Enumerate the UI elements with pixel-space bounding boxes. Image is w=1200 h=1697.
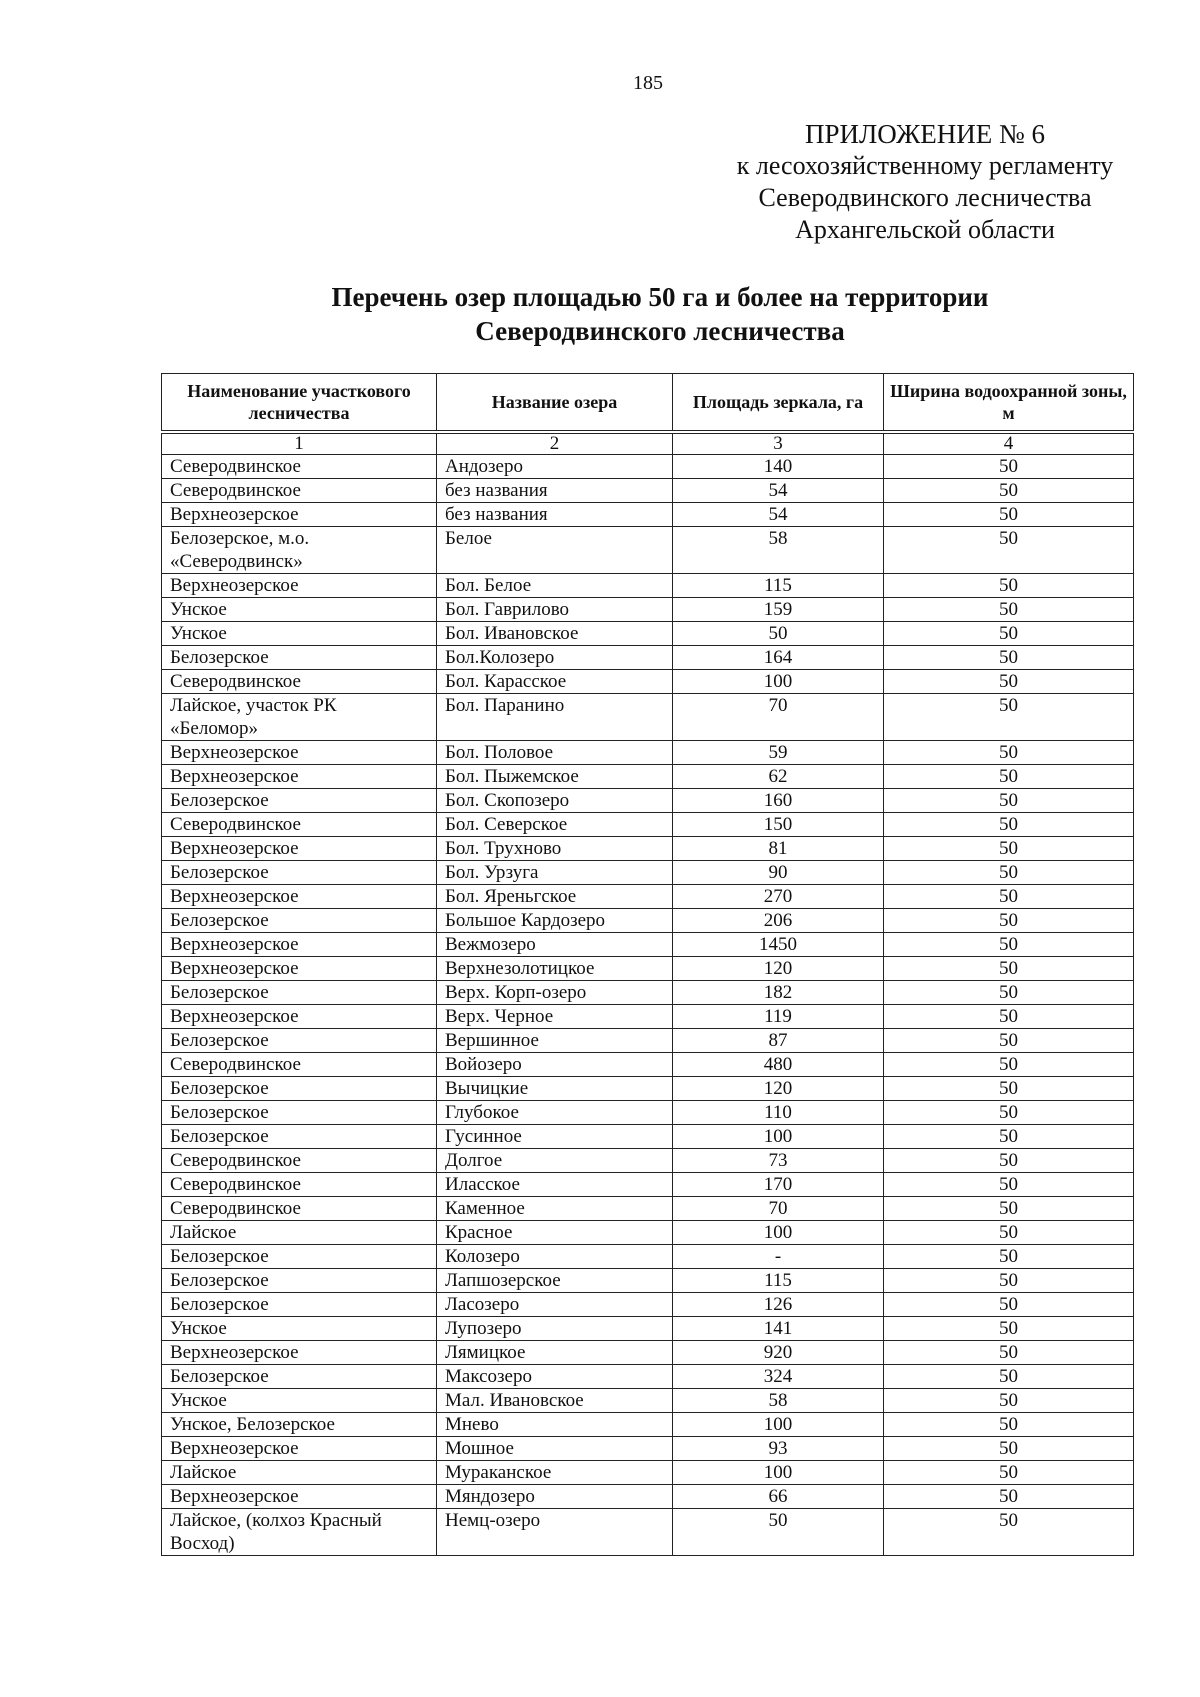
cell-forestry: Верхнеозерское	[162, 885, 437, 909]
appendix-block	[690, 118, 1160, 246]
table-row	[162, 933, 1134, 957]
cell-area: 70	[673, 694, 884, 741]
table-row	[162, 765, 1134, 789]
cell-forestry: Белозерское	[162, 789, 437, 813]
cell-lake-name: Красное	[437, 1221, 673, 1245]
cell-zone-width: 50	[884, 1413, 1134, 1437]
cell-area: 126	[673, 1293, 884, 1317]
cell-area: 120	[673, 1077, 884, 1101]
cell-lake-name: Гусинное	[437, 1125, 673, 1149]
cell-lake-name: без названия	[437, 503, 673, 527]
cell-zone-width: 50	[884, 1125, 1134, 1149]
cell-zone-width: 50	[884, 622, 1134, 646]
cell-zone-width: 50	[884, 933, 1134, 957]
table-row	[162, 981, 1134, 1005]
cell-zone-width: 50	[884, 694, 1134, 741]
table-row	[162, 1245, 1134, 1269]
table-row	[162, 813, 1134, 837]
table-row	[162, 885, 1134, 909]
cell-forestry: Северодвинское	[162, 1173, 437, 1197]
appendix-line-4: Архангельской области	[795, 215, 1055, 244]
cell-area: 73	[673, 1149, 884, 1173]
cell-lake-name: Лапшозерское	[437, 1269, 673, 1293]
cell-lake-name: Бол. Гаврилово	[437, 598, 673, 622]
table-row	[162, 1437, 1134, 1461]
cell-zone-width: 50	[884, 765, 1134, 789]
table-row	[162, 789, 1134, 813]
cell-forestry: Унское	[162, 598, 437, 622]
column-number: 3	[673, 434, 884, 455]
cell-forestry: Верхнеозерское	[162, 933, 437, 957]
cell-lake-name: Бол. Урзуга	[437, 861, 673, 885]
cell-lake-name: Бол. Ивановское	[437, 622, 673, 646]
cell-zone-width: 50	[884, 455, 1134, 479]
table-row	[162, 1125, 1134, 1149]
cell-forestry: Унское, Белозерское	[162, 1413, 437, 1437]
cell-forestry: Северодвинское	[162, 1053, 437, 1077]
cell-lake-name: Бол. Яреньгское	[437, 885, 673, 909]
cell-zone-width: 50	[884, 1317, 1134, 1341]
cell-lake-name: Лупозеро	[437, 1317, 673, 1341]
cell-lake-name: Каменное	[437, 1197, 673, 1221]
cell-forestry: Лайское	[162, 1461, 437, 1485]
table-row	[162, 741, 1134, 765]
cell-lake-name: Мяндозеро	[437, 1485, 673, 1509]
cell-forestry: Верхнеозерское	[162, 957, 437, 981]
cell-lake-name: Бол. Скопозеро	[437, 789, 673, 813]
cell-lake-name: Вежмозеро	[437, 933, 673, 957]
cell-area: 150	[673, 813, 884, 837]
cell-forestry: Верхнеозерское	[162, 1005, 437, 1029]
cell-forestry: Верхнеозерское	[162, 1485, 437, 1509]
cell-lake-name: Бол.Колозеро	[437, 646, 673, 670]
cell-area: 140	[673, 455, 884, 479]
table-row	[162, 1173, 1134, 1197]
cell-forestry: Белозерское	[162, 1269, 437, 1293]
cell-lake-name: без названия	[437, 479, 673, 503]
cell-area: 100	[673, 670, 884, 694]
cell-zone-width: 50	[884, 479, 1134, 503]
cell-lake-name: Белое	[437, 527, 673, 574]
table-row	[162, 1485, 1134, 1509]
cell-forestry: Белозерское, м.о. «Северодвинск»	[162, 527, 437, 574]
table-row	[162, 1149, 1134, 1173]
cell-zone-width: 50	[884, 1077, 1134, 1101]
cell-forestry: Белозерское	[162, 1245, 437, 1269]
cell-forestry: Унское	[162, 622, 437, 646]
column-number: 4	[884, 434, 1134, 455]
cell-zone-width: 50	[884, 1341, 1134, 1365]
cell-area: 324	[673, 1365, 884, 1389]
cell-zone-width: 50	[884, 1269, 1134, 1293]
cell-area: 58	[673, 1389, 884, 1413]
page-number: 185	[633, 72, 663, 94]
cell-lake-name: Бол. Карасское	[437, 670, 673, 694]
table-row	[162, 1413, 1134, 1437]
cell-forestry: Лайское, (колхоз Красный Восход)	[162, 1509, 437, 1556]
cell-area: 160	[673, 789, 884, 813]
table-row	[162, 1101, 1134, 1125]
table-row	[162, 1053, 1134, 1077]
table-row	[162, 1317, 1134, 1341]
cell-lake-name: Верх. Черное	[437, 1005, 673, 1029]
cell-lake-name: Бол. Белое	[437, 574, 673, 598]
lakes-table	[161, 373, 1134, 1556]
cell-area: 66	[673, 1485, 884, 1509]
cell-area: 159	[673, 598, 884, 622]
cell-area: 93	[673, 1437, 884, 1461]
cell-zone-width: 50	[884, 503, 1134, 527]
cell-lake-name: Иласское	[437, 1173, 673, 1197]
cell-lake-name: Лямицкое	[437, 1341, 673, 1365]
cell-lake-name: Андозеро	[437, 455, 673, 479]
table-row	[162, 909, 1134, 933]
cell-lake-name: Верхнезолотицкое	[437, 957, 673, 981]
column-number: 2	[437, 434, 673, 455]
cell-area: 54	[673, 479, 884, 503]
cell-forestry: Белозерское	[162, 1101, 437, 1125]
table-row	[162, 574, 1134, 598]
cell-forestry: Лайское, участок РК «Беломор»	[162, 694, 437, 741]
cell-lake-name: Бол. Трухново	[437, 837, 673, 861]
cell-area: 100	[673, 1125, 884, 1149]
cell-zone-width: 50	[884, 1173, 1134, 1197]
cell-lake-name: Глубокое	[437, 1101, 673, 1125]
cell-area: 115	[673, 574, 884, 598]
cell-zone-width: 50	[884, 957, 1134, 981]
cell-area: 87	[673, 1029, 884, 1053]
table-row	[162, 503, 1134, 527]
cell-forestry: Белозерское	[162, 1029, 437, 1053]
cell-forestry: Северодвинское	[162, 455, 437, 479]
cell-forestry: Северодвинское	[162, 479, 437, 503]
cell-forestry: Белозерское	[162, 909, 437, 933]
cell-zone-width: 50	[884, 1437, 1134, 1461]
cell-zone-width: 50	[884, 909, 1134, 933]
table-row	[162, 1341, 1134, 1365]
cell-forestry: Лайское	[162, 1221, 437, 1245]
cell-area: 1450	[673, 933, 884, 957]
table-row	[162, 1077, 1134, 1101]
table-body	[162, 455, 1134, 1556]
cell-area: 119	[673, 1005, 884, 1029]
cell-lake-name: Войозеро	[437, 1053, 673, 1077]
cell-area: 50	[673, 622, 884, 646]
header-zone-width: Ширина водоохранной зоны, м	[884, 374, 1134, 431]
cell-forestry: Верхнеозерское	[162, 1437, 437, 1461]
cell-zone-width: 50	[884, 1197, 1134, 1221]
cell-zone-width: 50	[884, 1485, 1134, 1509]
lakes-table-container	[161, 373, 1133, 1556]
appendix-line-3: Северодвинского лесничества	[758, 183, 1092, 212]
table-row	[162, 1029, 1134, 1053]
table-row	[162, 455, 1134, 479]
cell-lake-name: Мнево	[437, 1413, 673, 1437]
table-row	[162, 1389, 1134, 1413]
cell-lake-name: Мураканское	[437, 1461, 673, 1485]
cell-zone-width: 50	[884, 813, 1134, 837]
cell-lake-name: Бол. Паранино	[437, 694, 673, 741]
cell-forestry: Верхнеозерское	[162, 503, 437, 527]
cell-lake-name: Вычицкие	[437, 1077, 673, 1101]
table-row	[162, 479, 1134, 503]
cell-forestry: Северодвинское	[162, 1149, 437, 1173]
document-title-line-2: Северодвинского лесничества	[475, 316, 845, 346]
cell-lake-name: Мал. Ивановское	[437, 1389, 673, 1413]
cell-zone-width: 50	[884, 1293, 1134, 1317]
table-row	[162, 694, 1134, 741]
cell-area: 110	[673, 1101, 884, 1125]
cell-zone-width: 50	[884, 1101, 1134, 1125]
cell-area: 270	[673, 885, 884, 909]
cell-zone-width: 50	[884, 885, 1134, 909]
cell-zone-width: 50	[884, 1053, 1134, 1077]
cell-area: 100	[673, 1221, 884, 1245]
cell-zone-width: 50	[884, 527, 1134, 574]
cell-area: 115	[673, 1269, 884, 1293]
cell-area: 206	[673, 909, 884, 933]
cell-area: 90	[673, 861, 884, 885]
table-header-row	[162, 374, 1134, 431]
table-row	[162, 1197, 1134, 1221]
table-row	[162, 1293, 1134, 1317]
table-row	[162, 1509, 1134, 1556]
cell-lake-name: Мошное	[437, 1437, 673, 1461]
table-row	[162, 1221, 1134, 1245]
cell-forestry: Верхнеозерское	[162, 837, 437, 861]
table-row	[162, 670, 1134, 694]
cell-area: 120	[673, 957, 884, 981]
cell-area: 59	[673, 741, 884, 765]
header-forestry: Наименование участкового лесничества	[162, 374, 437, 431]
cell-zone-width: 50	[884, 646, 1134, 670]
cell-zone-width: 50	[884, 670, 1134, 694]
cell-lake-name: Бол. Половое	[437, 741, 673, 765]
cell-zone-width: 50	[884, 981, 1134, 1005]
cell-zone-width: 50	[884, 1029, 1134, 1053]
cell-zone-width: 50	[884, 1365, 1134, 1389]
cell-lake-name: Верх. Корп-озеро	[437, 981, 673, 1005]
cell-forestry: Северодвинское	[162, 813, 437, 837]
cell-zone-width: 50	[884, 598, 1134, 622]
table-row	[162, 598, 1134, 622]
cell-forestry: Северодвинское	[162, 670, 437, 694]
cell-area: 164	[673, 646, 884, 670]
appendix-title: ПРИЛОЖЕНИЕ № 6	[804, 119, 1046, 149]
cell-forestry: Белозерское	[162, 1365, 437, 1389]
cell-zone-width: 50	[884, 1149, 1134, 1173]
cell-zone-width: 50	[884, 1005, 1134, 1029]
appendix-line-2: к лесохозяйственному регламенту	[736, 151, 1114, 180]
column-number: 1	[162, 434, 437, 455]
cell-area: 182	[673, 981, 884, 1005]
cell-area: 81	[673, 837, 884, 861]
cell-forestry: Унское	[162, 1389, 437, 1413]
cell-lake-name: Колозеро	[437, 1245, 673, 1269]
header-area: Площадь зеркала, га	[673, 374, 884, 431]
table-row	[162, 1365, 1134, 1389]
cell-zone-width: 50	[884, 789, 1134, 813]
cell-forestry: Белозерское	[162, 646, 437, 670]
table-row	[162, 622, 1134, 646]
cell-lake-name: Бол. Северское	[437, 813, 673, 837]
cell-forestry: Северодвинское	[162, 1197, 437, 1221]
cell-area: 141	[673, 1317, 884, 1341]
cell-forestry: Унское	[162, 1317, 437, 1341]
table-row	[162, 957, 1134, 981]
cell-forestry: Белозерское	[162, 1125, 437, 1149]
cell-area: 480	[673, 1053, 884, 1077]
cell-zone-width: 50	[884, 574, 1134, 598]
cell-area: 100	[673, 1413, 884, 1437]
cell-zone-width: 50	[884, 1461, 1134, 1485]
document-title	[160, 280, 1160, 348]
header-lake-name: Название озера	[437, 374, 673, 431]
cell-area: 58	[673, 527, 884, 574]
cell-lake-name: Немц-озеро	[437, 1509, 673, 1556]
cell-area: 70	[673, 1197, 884, 1221]
cell-zone-width: 50	[884, 861, 1134, 885]
cell-area: -	[673, 1245, 884, 1269]
column-number-row	[162, 434, 1134, 455]
cell-zone-width: 50	[884, 1221, 1134, 1245]
table-row	[162, 527, 1134, 574]
document-title-line-1: Перечень озер площадью 50 га и более на территории	[331, 282, 989, 312]
cell-forestry: Белозерское	[162, 981, 437, 1005]
cell-area: 170	[673, 1173, 884, 1197]
cell-area: 62	[673, 765, 884, 789]
cell-forestry: Верхнеозерское	[162, 741, 437, 765]
table-row	[162, 1005, 1134, 1029]
cell-forestry: Верхнеозерское	[162, 574, 437, 598]
table-row	[162, 861, 1134, 885]
cell-lake-name: Вершинное	[437, 1029, 673, 1053]
cell-forestry: Белозерское	[162, 861, 437, 885]
cell-forestry: Белозерское	[162, 1077, 437, 1101]
cell-zone-width: 50	[884, 1245, 1134, 1269]
cell-zone-width: 50	[884, 1509, 1134, 1556]
table-row	[162, 837, 1134, 861]
cell-lake-name: Бол. Пыжемское	[437, 765, 673, 789]
cell-area: 50	[673, 1509, 884, 1556]
cell-lake-name: Большое Кардозеро	[437, 909, 673, 933]
table-row	[162, 1269, 1134, 1293]
table-row	[162, 1461, 1134, 1485]
cell-area: 920	[673, 1341, 884, 1365]
cell-forestry: Белозерское	[162, 1293, 437, 1317]
table-row	[162, 646, 1134, 670]
cell-lake-name: Максозеро	[437, 1365, 673, 1389]
cell-zone-width: 50	[884, 741, 1134, 765]
cell-zone-width: 50	[884, 837, 1134, 861]
cell-lake-name: Ласозеро	[437, 1293, 673, 1317]
cell-lake-name: Долгое	[437, 1149, 673, 1173]
cell-zone-width: 50	[884, 1389, 1134, 1413]
cell-area: 100	[673, 1461, 884, 1485]
cell-forestry: Верхнеозерское	[162, 1341, 437, 1365]
cell-forestry: Верхнеозерское	[162, 765, 437, 789]
cell-area: 54	[673, 503, 884, 527]
